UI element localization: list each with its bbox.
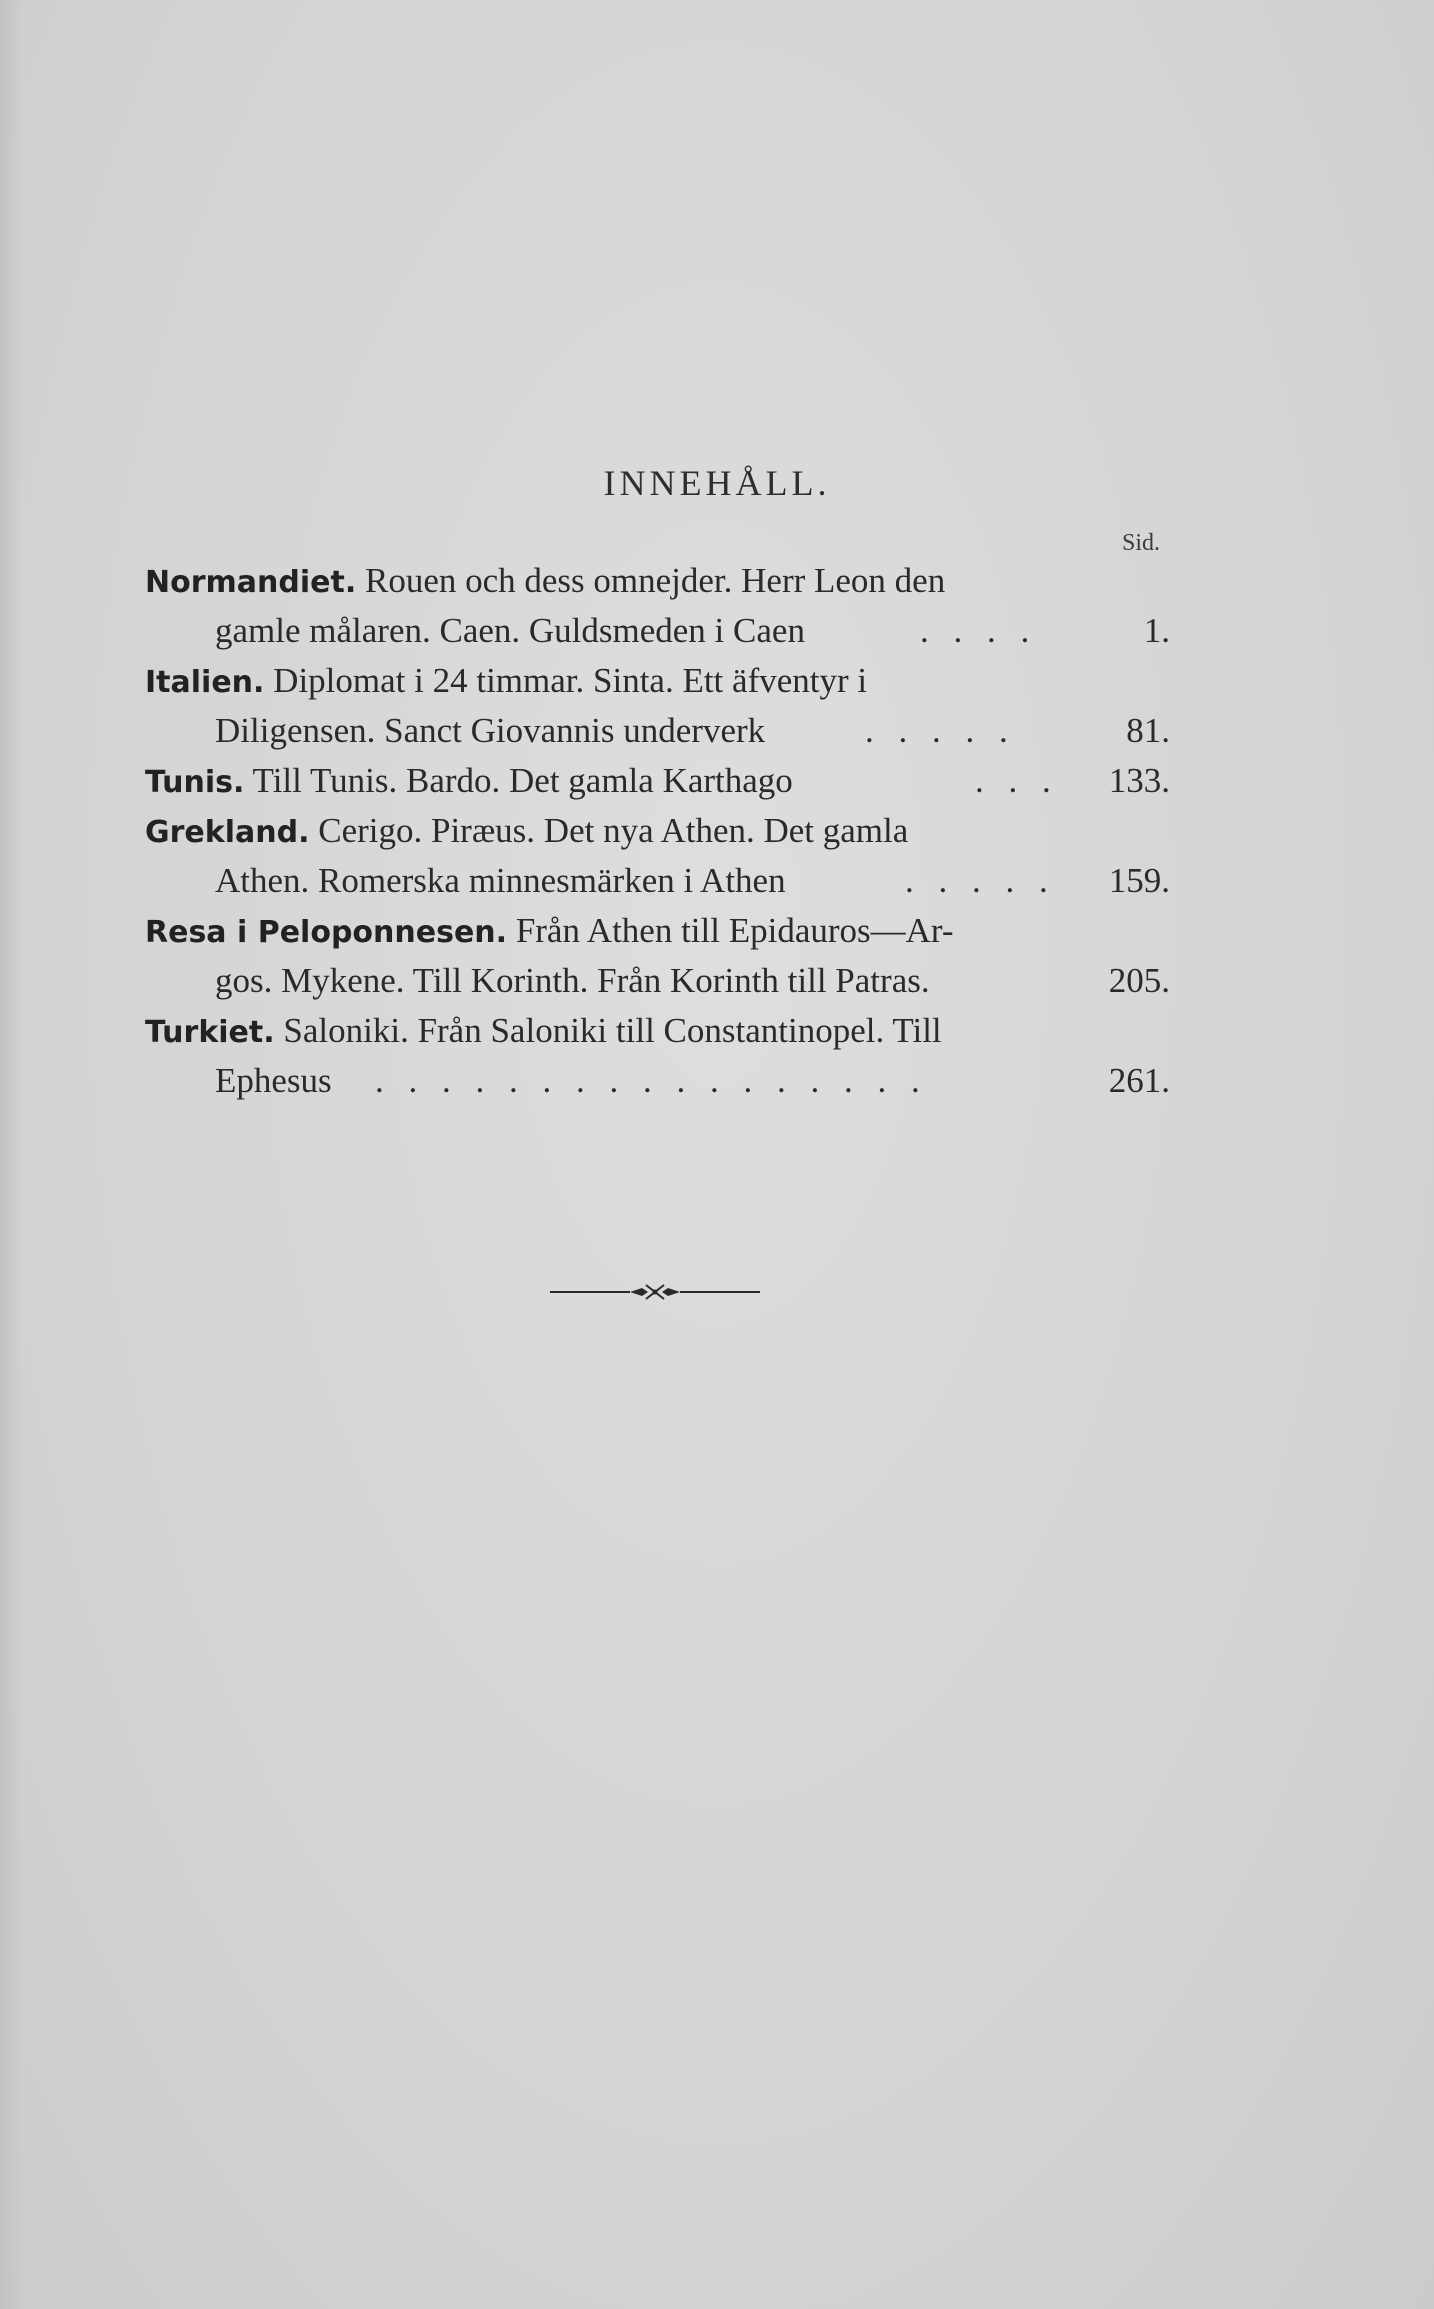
toc-text: Till Tunis. Bardo. Det gamla Karthago (252, 761, 793, 800)
toc-text: Rouen och dess omnejder. Herr Leon den (364, 561, 946, 600)
page-column-label: Sid. (1121, 530, 1160, 556)
toc-country: Turkiet. (145, 1015, 275, 1050)
toc-leader: . . . (975, 761, 1059, 800)
toc-page-number: 1. (1143, 611, 1170, 650)
toc-text: Cerigo. Piræus. Det nya Athen. Det gamla (318, 811, 909, 850)
toc-text: Saloniki. Från Saloniki till Constantinopel. Till (283, 1011, 942, 1050)
toc-line (145, 606, 1170, 656)
toc-country: Tunis. (145, 765, 245, 800)
toc-text: gamle målaren. Caen. Guldsmeden i Caen (215, 611, 805, 650)
toc-text: Från Athen till Epidauros—Ar- (515, 911, 954, 950)
toc-line (145, 656, 1170, 706)
toc-leader: . . . . . (905, 861, 1056, 900)
toc-line (145, 1056, 1170, 1106)
toc-line (145, 956, 1170, 1006)
toc-country: Normandiet. (145, 565, 357, 600)
toc-country: Italien. (145, 665, 265, 700)
toc-text: Diligensen. Sanct Giovannis underverk (215, 711, 766, 750)
toc-page-number: 261. (1108, 1061, 1170, 1100)
toc-country: Resa i Peloponnesen. (145, 915, 508, 950)
toc-page-number: 205. (1108, 961, 1170, 1000)
toc-text: Ephesus (215, 1061, 332, 1100)
toc-leader: . . . . . (865, 711, 1016, 750)
table-of-contents (145, 556, 1170, 1106)
toc-line (145, 906, 1170, 956)
toc-leader: . . . . . . . . . . . . . . . . . (375, 1061, 928, 1100)
toc-line (145, 856, 1170, 906)
page-edge-shadow (0, 0, 22, 2309)
toc-page-number: 133. (1108, 761, 1170, 800)
toc-country: Grekland. (145, 815, 310, 850)
toc-page-number: 159. (1108, 861, 1170, 900)
page-title: INNEHÅLL. (603, 463, 831, 503)
decorative-divider-icon (550, 1280, 760, 1304)
toc-text: gos. Mykene. Till Korinth. Från Korinth till Patras. (215, 961, 930, 1000)
toc-line (145, 556, 1170, 606)
toc-text: Diplomat i 24 timmar. Sinta. Ett äfventyr i (273, 661, 868, 700)
toc-leader: . . . . (920, 611, 1038, 650)
toc-line (145, 706, 1170, 756)
toc-text: Athen. Romerska minnesmärken i Athen (215, 861, 786, 900)
toc-line (145, 806, 1170, 856)
toc-line (145, 1006, 1170, 1056)
toc-page-number: 81. (1126, 711, 1170, 750)
toc-line (145, 756, 1170, 806)
